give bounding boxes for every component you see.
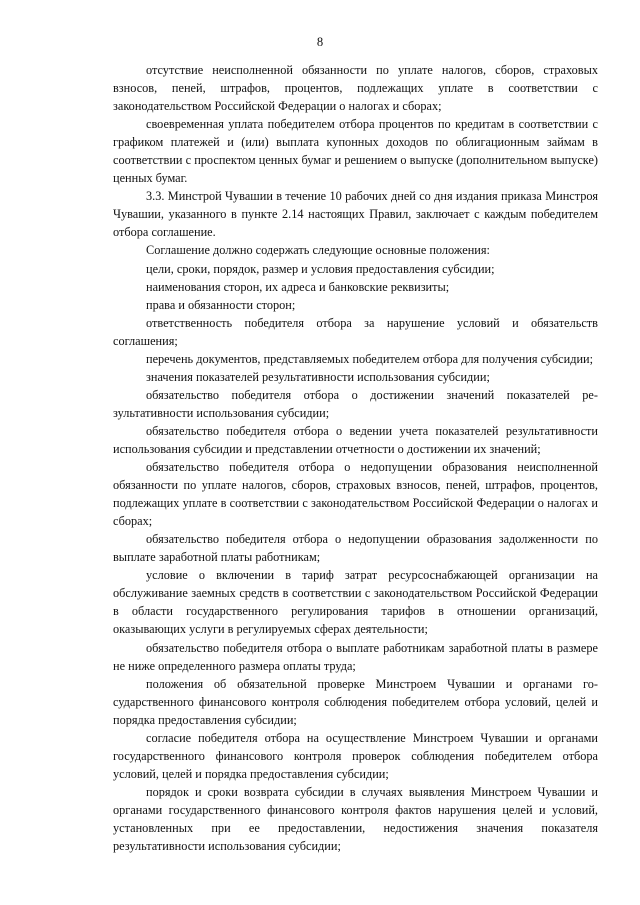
list-item-tariff-condition: условие о включении в тариф затрат ресурсоснабжающей организации на обслуживание заемных средств в соответствии с законодательством Российской Федерации в области государственного регулирования тарифов в отношении организаций, оказывающих услуги в регулируемых сферах деятельности; xyxy=(113,568,598,637)
paragraph-agreement-intro: Соглашение должно содержать следующие основные положения: xyxy=(146,243,490,258)
page-number: 8 xyxy=(316,35,324,49)
paragraph-clause-3-3: 3.3. Минстрой Чувашии в течение 10 рабочих дней со дня издания приказа Минстроя Чувашии, указанного в пункте 2.14 настоящих Правил, заключает с каждым победителем отбора соглашение. xyxy=(113,189,598,240)
paragraph-no-tax-debt: отсутствие неисполненной обязанности по уплате налогов, сборов, страховых взносов, пеней, штрафов, процентов, подлежащих уплате в соответствии с законодательством Российской Федерации о налогах и сборах; xyxy=(113,63,598,114)
list-item-minimum-wage: обязательство победителя отбора о выплате работникам заработной платы в размере не ниже определенного размера оплаты труда; xyxy=(113,640,598,673)
list-item-no-wage-arrears: обязательство победителя отбора о недопущении образования задолженности по выплате заработной платы работникам; xyxy=(113,532,598,565)
list-item-documents: перечень документов, представляемых победителем отбора для получения субсидии; xyxy=(146,351,594,366)
list-item-achieve-indicators: обязательство победителя отбора о достижении значений показателей результативности использования субсидии; xyxy=(113,387,598,420)
paragraph-timely-payment: своевременная уплата победителем отбора процентов по кредитам в соответствии с графиком платежей и (или) выплата купонных доходов по облигационным займам в соответствии с проспектом ценных бумаг и решением о выпуске (дополнительном выпуске) ценных бумаг. xyxy=(113,117,598,186)
list-item-party-names: наименования сторон, их адреса и банковские реквизиты; xyxy=(146,279,450,294)
list-item-accounting-reporting: обязательство победителя отбора о ведении учета показателей результативности использования субсидии и представлении отчетности о достижении их значений; xyxy=(113,423,598,456)
list-item-inspection-consent: согласие победителя отбора на осуществление Минстроем Чувашии и органами государственного финансового контроля проверок соблюдения победителем отбора условий, целей и порядка предоставления субсидии; xyxy=(113,730,598,781)
list-item-rights-duties: права и обязанности сторон; xyxy=(146,297,296,312)
list-item-indicator-values: значения показателей результативности использования субсидии; xyxy=(146,369,490,384)
list-item-goals-terms: цели, сроки, порядок, размер и условия предоставления субсидии; xyxy=(146,261,495,276)
document-body xyxy=(113,61,598,855)
list-item-refund-procedure: порядок и сроки возврата субсидии в случаях выявления Минстроем Чувашии и органами государственного финансового контроля фактов нарушения целей и условий, установленных при ее предоставлении, недостижения значения показателя результативности использования субсидии; xyxy=(113,784,598,854)
list-item-liability: ответственность победителя отбора за нарушение условий и обязательств соглашения; xyxy=(113,315,598,348)
list-item-no-tax-arrears: обязательство победителя отбора о недопущении образования неисполненной обязанности по уплате налогов, сборов, страховых взносов, пеней, штрафов, процентов, подлежащих уплате в соответствии с законодательством Российской Федерации о налогах и сборах; xyxy=(113,460,598,529)
list-item-mandatory-inspection: положения об обязательной проверке Минстроем Чувашии и органами государственного финансового контроля соблюдения победителем отбора условий, целей и порядка предоставления субсидии; xyxy=(113,676,598,727)
